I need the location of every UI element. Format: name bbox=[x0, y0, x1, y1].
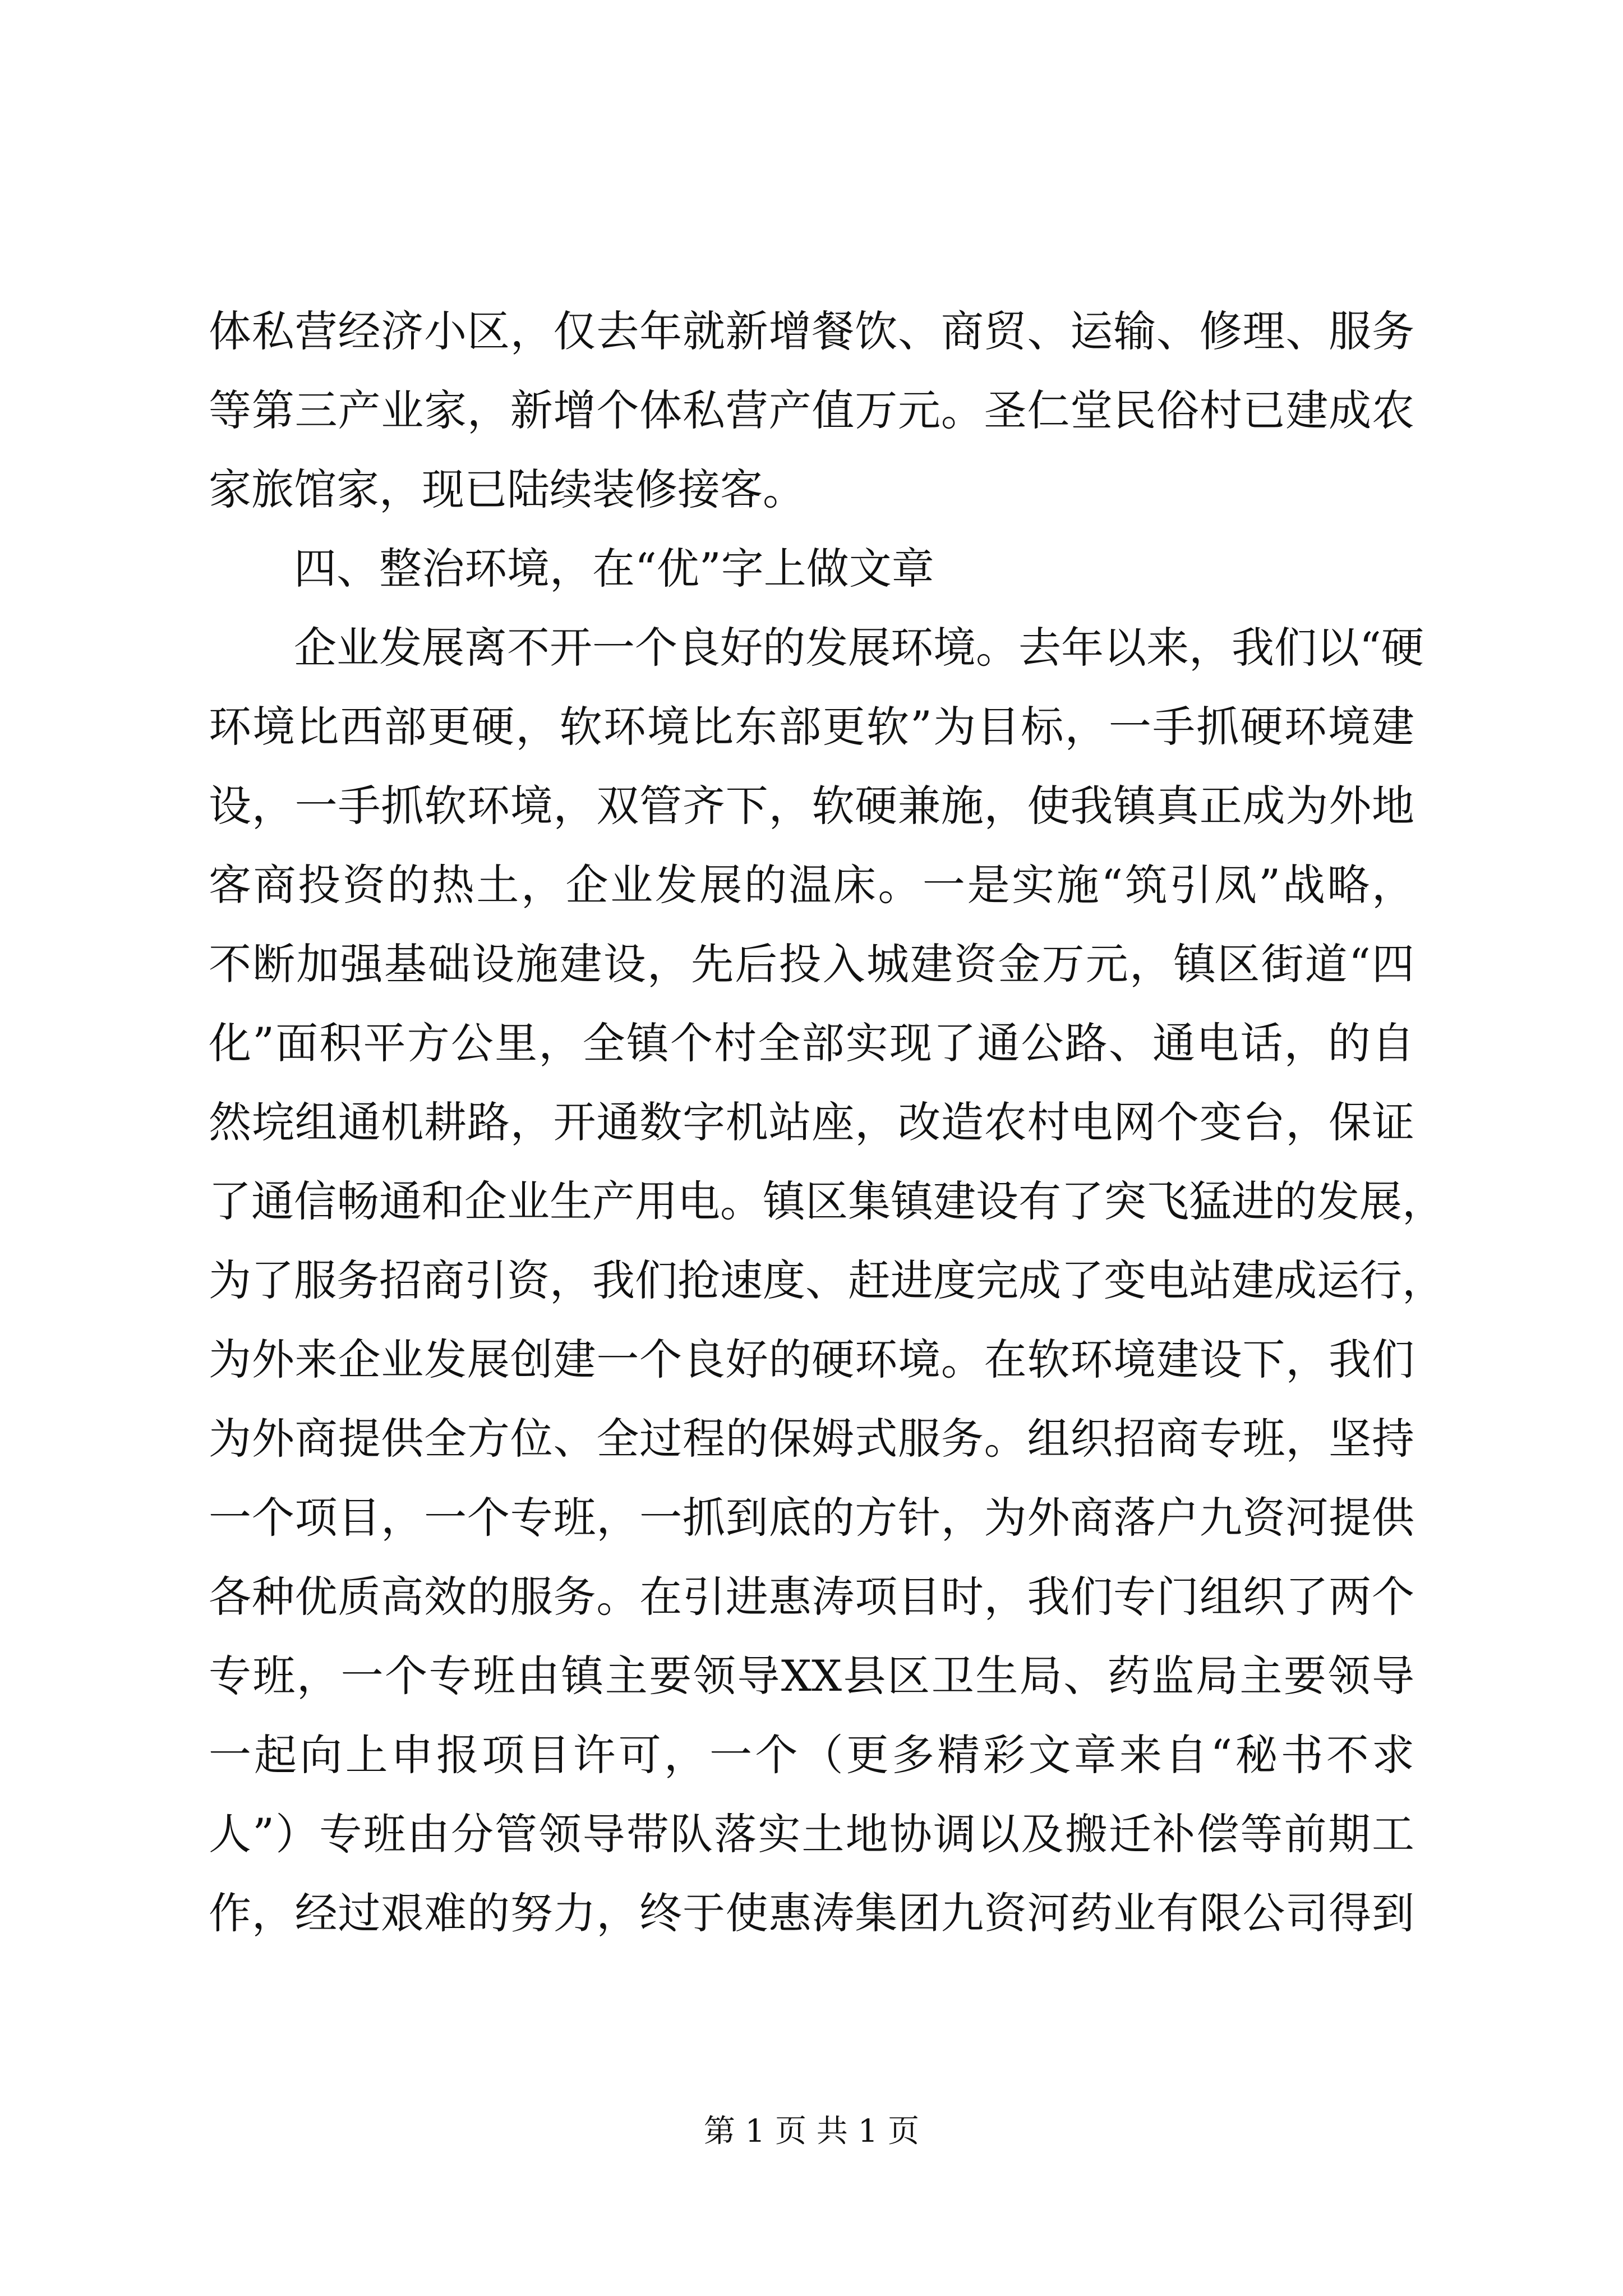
text-line: 人”）专班由分管领导带队落实土地协调以及搬迁补偿等前期工 bbox=[209, 1809, 1414, 1859]
text-line: 不断加强基础设施建设，先后投入城建资金万元，镇区街道“四 bbox=[209, 939, 1414, 989]
text-line: 一起向上申报项目许可，一个（更多精彩文章来自“秘书不求 bbox=[209, 1730, 1414, 1780]
text-line: 化”面积平方公里，全镇个村全部实现了通公路、通电话，的自 bbox=[209, 1018, 1414, 1068]
text-line: 然垸组通机耕路，开通数字机站座，改造农村电网个变台，保证 bbox=[209, 1097, 1414, 1147]
text-line: 设，一手抓软环境，双管齐下，软硬兼施，使我镇真正成为外地 bbox=[209, 781, 1414, 831]
text-line: 为外商提供全方位、全过程的保姆式服务。组织招商专班，坚持 bbox=[209, 1414, 1414, 1464]
text-line: 企业发展离不开一个良好的发展环境。去年以来，我们以“硬 bbox=[294, 623, 1424, 673]
section-heading: 四、整治环境，在“优”字上做文章 bbox=[294, 544, 934, 593]
text-line: 家旅馆家，现已陆续装修接客。 bbox=[209, 464, 805, 514]
text-line: 作，经过艰难的努力，终于使惠涛集团九资河药业有限公司得到 bbox=[209, 1888, 1414, 1938]
text-line: 体私营经济小区，仅去年就新增餐饮、商贸、运输、修理、服务 bbox=[209, 306, 1414, 356]
text-line: 为了服务招商引资，我们抢速度、赶进度完成了变电站建成运行， bbox=[209, 1255, 1445, 1305]
text-line: 一个项目，一个专班，一抓到底的方针，为外商落户九资河提供 bbox=[209, 1493, 1414, 1543]
text-line: 各种优质高效的服务。在引进惠涛项目时，我们专门组织了两个 bbox=[209, 1572, 1414, 1622]
document-body bbox=[209, 292, 1445, 1953]
text-line: 等第三产业家，新增个体私营产值万元。圣仁堂民俗村已建成农 bbox=[209, 385, 1414, 435]
text-line: 了通信畅通和企业生产用电。镇区集镇建设有了突飞猛进的发展， bbox=[209, 1176, 1445, 1226]
text-line: 客商投资的热土，企业发展的温床。一是实施“筑引凤”战略， bbox=[209, 860, 1414, 910]
text-line: 环境比西部更硬，软环境比东部更软”为目标，一手抓硬环境建 bbox=[209, 702, 1414, 752]
text-line: 专班，一个专班由镇主要领导XX县区卫生局、药监局主要领导 bbox=[209, 1651, 1414, 1701]
page-footer: 第 1 页 共 1 页 bbox=[703, 2113, 920, 2150]
text-line: 为外来企业发展创建一个良好的硬环境。在软环境建设下，我们 bbox=[209, 1335, 1414, 1384]
